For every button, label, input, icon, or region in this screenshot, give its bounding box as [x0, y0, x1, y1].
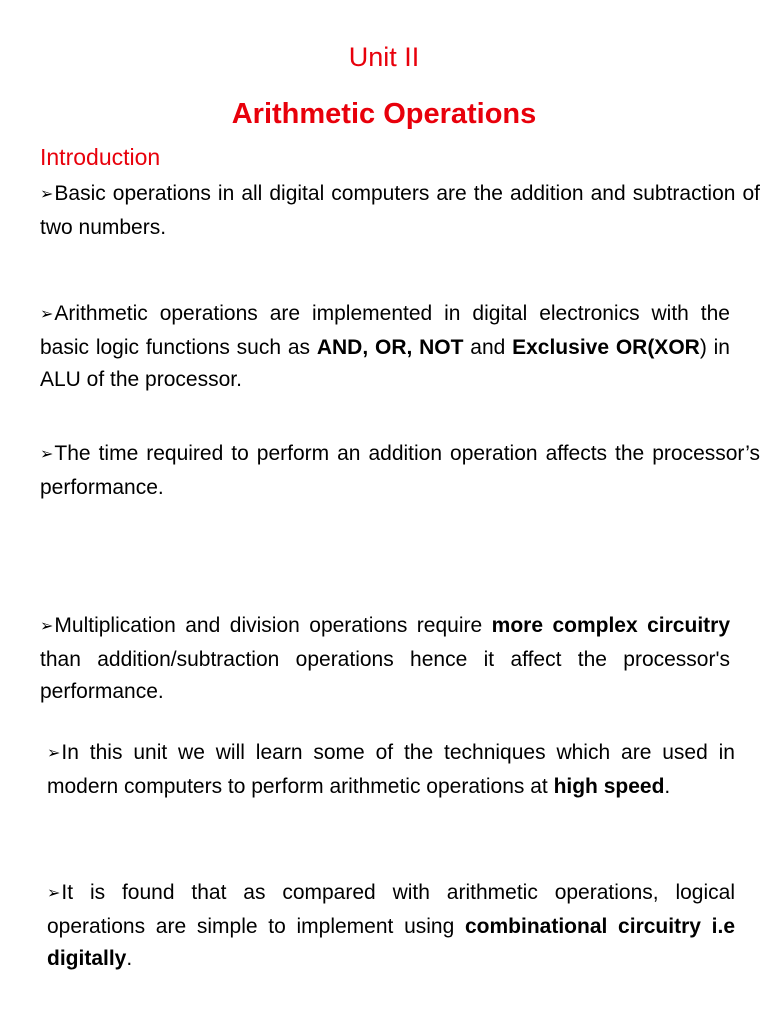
paragraph-text: Arithmetic operations are implemented in digital electronics with the basic logic functions such as: [40, 302, 730, 359]
paragraph-text: .: [126, 947, 133, 970]
paragraph-text: .: [664, 774, 671, 798]
paragraph-text: ) in ALU of the processor.: [40, 335, 730, 391]
bold-text: high speed: [553, 774, 665, 798]
arrow-bullet-icon: ➢: [40, 446, 54, 463]
bold-text: Exclusive OR(XOR: [512, 335, 700, 359]
paragraph-text: than addition/subtraction operations hence it affect the processor's performance.: [40, 647, 730, 703]
bold-text: combinational circuitry i.e digitally: [47, 914, 735, 970]
bold-text: more complex circuitry: [491, 614, 730, 637]
arrow-bullet-icon: ➢: [47, 745, 61, 762]
paragraph-text: In this unit we will learn some of the techniques which are used in modern computers to perform arithmetic operations at: [47, 741, 735, 798]
paragraph-multiplication: [40, 610, 730, 709]
paragraph-text: The time required to perform an addition operation affects the processor’s performance.: [40, 442, 760, 499]
paragraph-text: and: [463, 335, 513, 359]
paragraph-text: Basic operations in all digital computers are the addition and subtraction of two numbers.: [40, 182, 760, 239]
paragraph-basic-operations: [40, 178, 760, 244]
arrow-bullet-icon: ➢: [40, 186, 54, 203]
paragraph-logic-functions: [40, 298, 730, 397]
arrow-bullet-icon: ➢: [40, 306, 54, 323]
arrow-bullet-icon: ➢: [40, 618, 54, 635]
paragraph-text: It is found that as compared with arithmetic operations, logical operations are simple to implement using: [47, 881, 735, 938]
unit-title: Unit II: [348, 42, 420, 72]
paragraph-text: Multiplication and division operations require: [54, 614, 492, 637]
arrow-bullet-icon: ➢: [47, 885, 61, 902]
paragraph-unit-techniques: [47, 737, 735, 803]
paragraph-logical-operations: [47, 877, 735, 976]
section-heading: Introduction: [40, 144, 161, 170]
page-title: Arithmetic Operations: [231, 98, 537, 130]
paragraph-addition-time: [40, 438, 760, 504]
bold-text: AND, OR, NOT: [316, 335, 464, 359]
